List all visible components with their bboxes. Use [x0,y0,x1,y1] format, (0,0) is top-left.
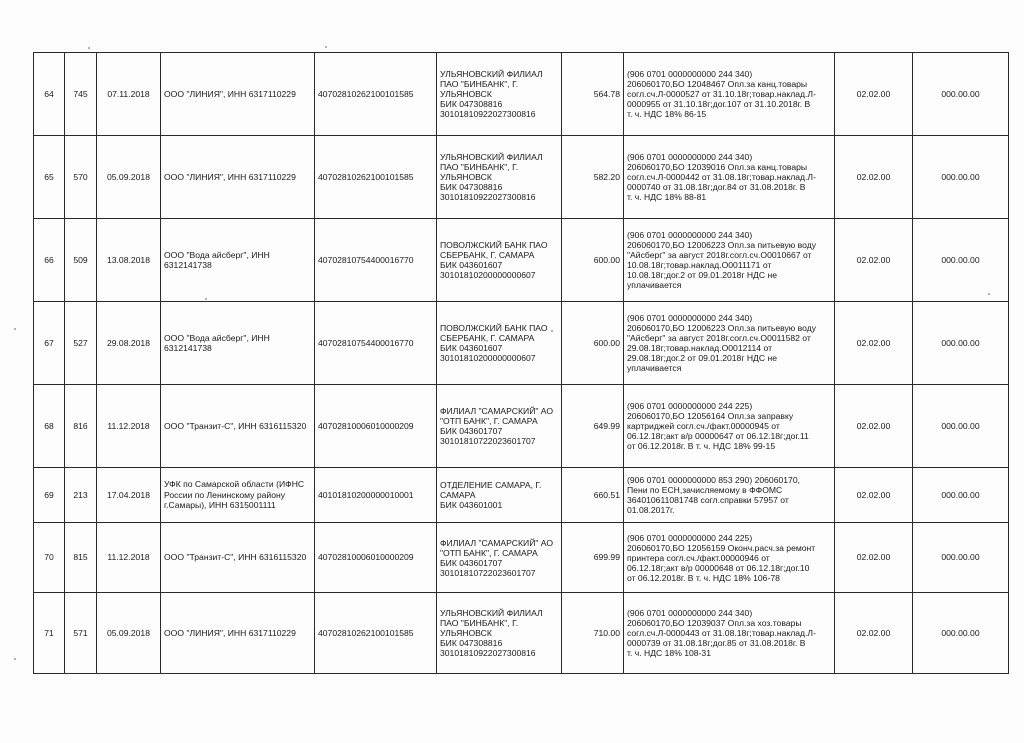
bank-line: 30101810922027300816 [440,648,536,658]
payment-sum: 582.20 [562,136,624,219]
purpose-line: 206060170,БО 12006223 Опл.за питьевую воду [627,323,817,333]
document-number: 816 [65,385,97,468]
budget-code: 02.02.00 [835,468,913,523]
payment-sum: 649.99 [562,385,624,468]
budget-code: 02.02.00 [835,385,913,468]
bank-line: СБЕРБАНК, Г. САМАРА [440,250,535,260]
bank-details [437,53,562,136]
payment-date: 17.04.2018 [97,468,161,523]
bank-line: ПАО "БИНБАНК", Г. [440,162,519,172]
bank-details [437,593,562,674]
budget-code: 02.02.00 [835,53,913,136]
bank-line: 30101810200000000607 [440,270,536,280]
document-number: 571 [65,593,97,674]
payment-date: 05.09.2018 [97,593,161,674]
bank-line: СБЕРБАНК, Г. САМАРА [440,333,535,343]
table-row [34,523,1009,593]
document-number: 815 [65,523,97,593]
payment-date: 11.12.2018 [97,385,161,468]
table-body [34,53,1009,674]
bank-details [437,219,562,302]
payee-account: 40702810754400016770 [315,219,437,302]
budget-code: 02.02.00 [835,523,913,593]
bank-line: 30101810722023601707 [440,567,536,578]
bank-line: УЛЬЯНОВСКИЙ ФИЛИАЛ [440,608,543,618]
payment-sum: 600.00 [562,302,624,385]
table-row [34,593,1009,674]
payee-name: ООО "ЛИНИЯ", ИНН 6317110229 [161,136,315,219]
purpose-line: картриджей согл.сч./факт.00000945 от [627,421,780,431]
bank-line: БИК 047308816 [440,99,503,109]
purpose-line: 0000955 от 31.10.18г;дог.107 от 31.10.2018г. В [627,99,811,109]
row-number: 68 [34,385,65,468]
bank-line: ОТДЕЛЕНИЕ САМАРА, Г. [440,480,542,490]
bank-line: БИК 047308816 [440,182,503,192]
bank-line: ПАО "БИНБАНК", Г. [440,79,519,89]
purpose-line: (906 0701 0000000000 244 225) [627,532,753,543]
payment-purpose [624,593,835,674]
purpose-line: 364010611081748 согл.справки 57957 от [627,495,789,505]
bank-line: 30101810922027300816 [440,109,536,119]
payee-name: ООО "Транзит-С", ИНН 6316115320 [161,523,315,593]
bank-line: 30101810922027300816 [440,192,536,202]
payment-sum: 660.51 [562,468,624,523]
purpose-line: 206060170,БО 12039037 Опл.за хоз.товары [627,618,802,628]
bank-line: БИК 043601001 [440,500,503,510]
table-row [34,302,1009,385]
table-row [34,136,1009,219]
bank-line: ПОВОЛЖСКИЙ БАНК ПАО [440,323,548,333]
purpose-line: 206060170,БО 12056164 Опл.за заправку [627,411,794,421]
purpose-line: 06.12.18г;акт в/р 00000647 от 06.12.18г;дог.11 [627,431,809,441]
purpose-line: т. ч. НДС 18% 108-31 [627,648,711,658]
payment-sum: 699.99 [562,523,624,593]
scan-speck [14,328,16,330]
purpose-line: (906 0701 0000000000 244 225) [627,401,753,411]
purpose-line: уплачивается [627,280,682,290]
purpose-line: от 06.12.2018г. В т. ч. НДС 18% 106-78 [627,572,780,583]
bank-line: БИК 047308816 [440,638,503,648]
purpose-line: (906 0701 0000000000 244 340) [627,608,753,618]
bank-line: САМАРА [440,490,476,500]
payee-account: 40702810262100101585 [315,136,437,219]
scan-speck [88,47,90,49]
row-number: 65 [34,136,65,219]
payment-sum: 710.00 [562,593,624,674]
bank-line: "ОТП БАНК", Г. САМАРА [440,416,538,426]
bank-line: УЛЬЯНОВСК [440,89,492,99]
row-number: 70 [34,523,65,593]
purpose-line: (906 0701 0000000000 244 340) [627,313,753,323]
purpose-line: принтера согл.сч./факт.00000946 от [627,552,770,563]
purpose-line: т. ч. НДС 18% 86-15 [627,109,707,119]
payment-date: 11.12.2018 [97,523,161,593]
bank-line: "ОТП БАНК", Г. САМАРА [440,547,538,558]
row-number: 71 [34,593,65,674]
payment-date: 07.11.2018 [97,53,161,136]
purpose-line: (906 0701 0000000000 853 290) 206060170, [627,475,800,485]
purpose-line: 206060170,БО 12048467 Опл.за канц.товары [627,79,808,89]
payee-name: УФК по Самарской области (ИФНС России по Ленинскому району г.Самары), ИНН 6315001111 [161,468,315,523]
bank-details [437,302,562,385]
payee-name: ООО "Вода айсберг", ИНН 6312141738 [161,219,315,302]
payee-account: 40702810262100101585 [315,593,437,674]
payment-purpose [624,523,835,593]
zero-code: 000.00.00 [913,468,1009,523]
table-row [34,468,1009,523]
budget-code: 02.02.00 [835,219,913,302]
purpose-line: 10.08.18г;дог.2 от 09.01.2018г НДС не [627,270,777,280]
payee-name: ООО "Вода айсберг", ИНН 6312141738 [161,302,315,385]
document-number: 509 [65,219,97,302]
purpose-line: согл.сч.Л-0000527 от 31.10.18г;товар.наклад.Л- [627,89,816,99]
zero-code: 000.00.00 [913,385,1009,468]
purpose-line: 01.08.2017г. [627,505,675,515]
zero-code: 000.00.00 [913,136,1009,219]
payment-date: 05.09.2018 [97,136,161,219]
scan-speck [325,46,327,48]
document-number: 213 [65,468,97,523]
payment-purpose [624,53,835,136]
budget-code: 02.02.00 [835,593,913,674]
purpose-line: согл.сч.Л-0000443 от 31.08.18г;товар.наклад.Л- [627,628,816,638]
purpose-line: Пени по ЕСН,зачисляемому в ФФОМС [627,485,783,495]
bank-line: 30101810200000000607 [440,353,536,363]
purpose-line: уплачивается [627,363,682,373]
row-number: 69 [34,468,65,523]
row-number: 66 [34,219,65,302]
zero-code: 000.00.00 [913,219,1009,302]
purpose-line: 206060170,БО 12006223 Опл.за питьевую воду [627,240,817,250]
bank-line: ФИЛИАЛ "САМАРСКИЙ" АО [440,406,554,416]
purpose-line: 206060170,БО 12056159 Оконч.расч.за ремонт [627,542,816,553]
payee-account: 40702810754400016770 [315,302,437,385]
bank-line: 30101810722023601707 [440,436,536,446]
purpose-line: (906 0701 0000000000 244 340) [627,152,753,162]
purpose-line: от 06.12.2018г. В т. ч. НДС 18% 99-15 [627,441,776,451]
payee-account: 40101810200000010001 [315,468,437,523]
bank-line: БИК 043601607 [440,343,503,353]
purpose-line: 29.08.18г;дог.2 от 09.01.2018г НДС не [627,353,777,363]
payment-purpose [624,385,835,468]
zero-code: 000.00.00 [913,593,1009,674]
row-number: 64 [34,53,65,136]
purpose-line: 206060170,БО 12039016 Опл.за канц.товары [627,162,808,172]
bank-details [437,468,562,523]
table-row [34,385,1009,468]
bank-line: УЛЬЯНОВСК [440,172,492,182]
payment-sum: 600.00 [562,219,624,302]
bank-line: ПАО "БИНБАНК", Г. [440,618,519,628]
payment-date: 13.08.2018 [97,219,161,302]
payee-account: 40702810006010000209 [315,523,437,593]
zero-code: 000.00.00 [913,53,1009,136]
payee-name: ООО "ЛИНИЯ", ИНН 6317110229 [161,593,315,674]
budget-code: 02.02.00 [835,302,913,385]
table-row [34,53,1009,136]
bank-line: БИК 043601607 [440,260,503,270]
payee-account: 40702810006010000209 [315,385,437,468]
table-row [34,219,1009,302]
bank-line: ФИЛИАЛ "САМАРСКИЙ" АО [440,537,554,548]
payment-purpose [624,219,835,302]
payee-name: ООО "ЛИНИЯ", ИНН 6317110229 [161,53,315,136]
payment-purpose [624,302,835,385]
payee-account: 40702810262100101585 [315,53,437,136]
zero-code: 000.00.00 [913,302,1009,385]
document-number: 527 [65,302,97,385]
payment-purpose [624,468,835,523]
scan-speck [14,658,16,660]
bank-line: БИК 043601707 [440,557,503,568]
row-number: 67 [34,302,65,385]
bank-line: УЛЬЯНОВСК [440,628,492,638]
purpose-line: согл.сч.Л-0000442 от 31.08.18г;товар.наклад.Л- [627,172,816,182]
purpose-line: "Айсберг" за август 2018г.согл.сч.О0011582 от [627,333,811,343]
bank-line: УЛЬЯНОВСКИЙ ФИЛИАЛ [440,152,543,162]
payee-name: ООО "Транзит-С", ИНН 6316115320 [161,385,315,468]
payment-sum: 564.78 [562,53,624,136]
purpose-line: 06.12.18г;акт в/р 00000648 от 06.12.18г;дог.10 [627,562,810,573]
bank-details [437,385,562,468]
purpose-line: "Айсберг" за август 2018г.согл.сч.О0010667 от [627,250,812,260]
payment-purpose [624,136,835,219]
bank-line: БИК 043601707 [440,426,503,436]
zero-code: 000.00.00 [913,523,1009,593]
bank-line: ПОВОЛЖСКИЙ БАНК ПАО [440,240,548,250]
bank-line: УЛЬЯНОВСКИЙ ФИЛИАЛ [440,69,543,79]
purpose-line: т. ч. НДС 18% 88-81 [627,192,707,202]
purpose-line: 10.08.18г;товар.наклад.О0011171 от [627,260,772,270]
bank-details [437,136,562,219]
document-number: 570 [65,136,97,219]
payment-date: 29.08.2018 [97,302,161,385]
payments-table [33,52,1009,674]
purpose-line: (906 0701 0000000000 244 340) [627,69,753,79]
purpose-line: 29.08.18г;товар.наклад.О0012114 от [627,343,773,353]
document-number: 745 [65,53,97,136]
purpose-line: 0000739 от 31.08.18г;дог.85 от 31.08.2018г. В [627,638,806,648]
purpose-line: (906 0701 0000000000 244 340) [627,230,753,240]
purpose-line: 0000740 от 31.08.18г;дог.84 от 31.08.2018г. В [627,182,806,192]
bank-details [437,523,562,593]
budget-code: 02.02.00 [835,136,913,219]
